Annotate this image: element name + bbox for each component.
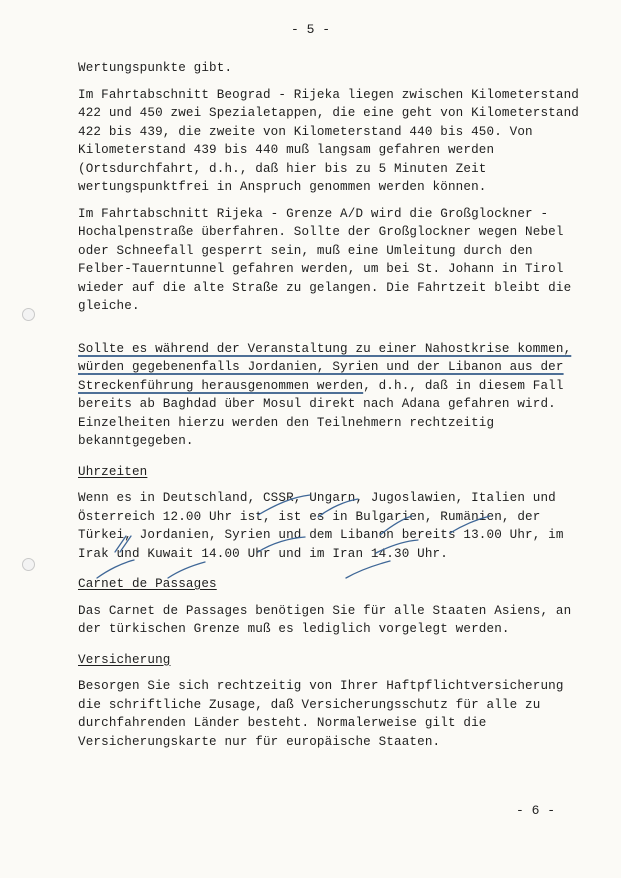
- document-body: [78, 59, 588, 759]
- paragraph-wertungspunkte: Wertungspunkte gibt.: [78, 61, 233, 75]
- paragraph-carnet: Das Carnet de Passages benötigen Sie für alle Staaten Asiens, an der türkischen Grenze muß es lediglich vorgelegt werden.: [78, 603, 572, 636]
- page-number: - 5 -: [290, 22, 330, 37]
- paragraph-rijeka-grenze: Im Fahrtabschnitt Rijeka - Grenze A/D wird die Großglockner - Hochalpenstraße überfahren. Sollte der Großglockner wegen Nebel oder Schneefall gesperrt sein, muß eine Umleitung durch den Felber-Tauerntunnel gefahren werden, um bei St. Johann in Tirol wieder auf die alte Straße zu gelangen. Die Fahrtzeit bleibt die gleiche.: [78, 206, 572, 313]
- paragraph-versicherung: Besorgen Sie sich rechtzeitig von Ihrer Haftpflichtversicherung die schriftliche Zusage, daß Versicherungsschutz für alle zu durchfahrenden Länder besteht. Normalerweise gilt die Versicherungskarte nur für europäische Staaten.: [78, 679, 564, 749]
- heading-carnet: Carnet de Passages: [78, 577, 217, 591]
- punch-hole-bottom: [22, 558, 35, 571]
- paragraph-beograd-rijeka: Im Fahrtabschnitt Beograd - Rijeka liegen zwischen Kilometerstand 422 und 450 zwei Spezialetappen, die eine geht von Kilometerstand 422 bis 439, die zweite von Kilometerstand 440 bis 450. Von Kilometerstand 439 bis 440 muß langsam gefahren werden (Ortsdurchfahrt, d.h., daß hier bis zu 5 Minuten Zeit wertungspunktfrei in Anspruch genommen werden können.: [78, 87, 579, 194]
- paragraph-nahostkrise: [78, 340, 588, 451]
- punch-hole-top: [22, 308, 35, 321]
- crisis-text-rest: , d.h., daß in diesem Fall bereits ab Baghdad über Mosul direkt nach Adana gefahren wird. Einzelheiten hierzu werden den Teilnehmern rechtzeitig bekanntgegeben.: [78, 378, 564, 448]
- heading-uhrzeiten: Uhrzeiten: [78, 464, 148, 479]
- next-page-marker: - 6 -: [516, 803, 556, 818]
- paragraph-uhrzeiten: Wenn es in Deutschland, CSSR, Ungarn, Jugoslawien, Italien und Österreich 12.00 Uhr ist, ist es in Bulgarien, Rumänien, der Türkei, Jordanien, Syrien und dem Libanon bereits 13.00 Uhr, im Irak und Kuwait 14.00 Uhr und im Iran 14.30 Uhr.: [78, 491, 564, 561]
- heading-versicherung: Versicherung: [78, 652, 171, 667]
- underlined-crisis-text: Sollte es während der Veranstaltung zu einer Nahostkrise kommen, würden gegebenenfalls Jordanien, Syrien und der Libanon aus der Streckenführung herausgenommen werden: [78, 341, 572, 393]
